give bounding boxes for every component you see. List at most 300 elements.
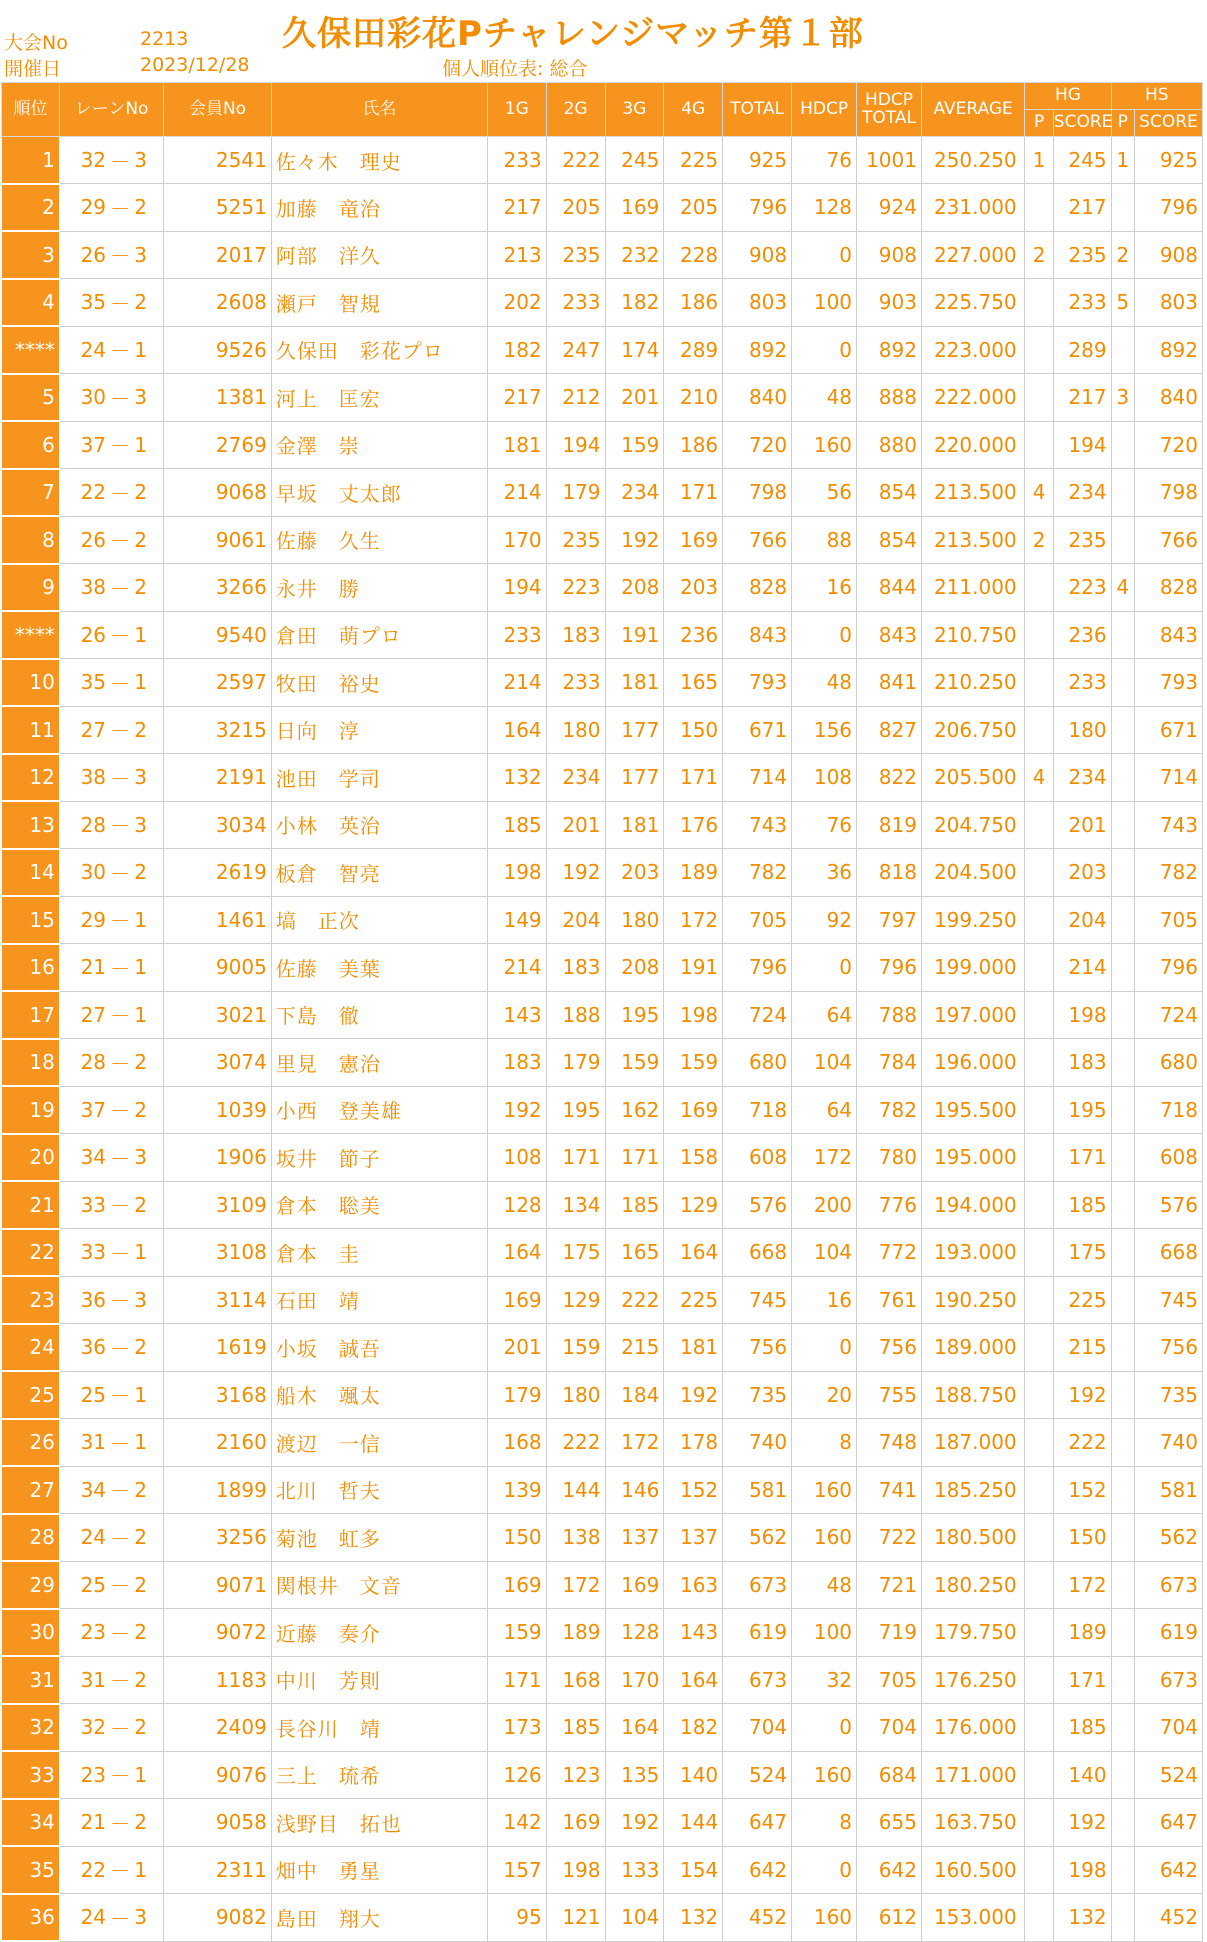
col-hg-score: SCORE [1053,110,1111,137]
lane-dash: － [110,1656,130,1704]
hg-p [1025,1276,1053,1324]
member-no: 1381 [164,374,272,422]
lane-number: 30 [59,849,110,897]
game-3: 169 [605,184,664,232]
total: 796 [723,944,792,992]
lane-sub: 3 [130,754,163,802]
rank: 13 [2,801,60,849]
player-name: 倉田 萌プロ [271,611,487,659]
hg-score: 150 [1053,1514,1111,1562]
member-no: 3256 [164,1514,272,1562]
game-2: 179 [546,1039,605,1087]
game-4: 172 [664,896,723,944]
hg-p [1025,1514,1053,1562]
member-no: 2619 [164,849,272,897]
hg-p [1025,1466,1053,1514]
table-row [2,611,1203,659]
game-4: 186 [664,421,723,469]
game-2: 247 [546,326,605,374]
hs-p: 1 [1111,137,1134,184]
lane-number: 23 [59,1609,110,1657]
table-row [2,231,1203,279]
game-3: 164 [605,1704,664,1752]
hdcp: 0 [792,326,857,374]
hg-score: 194 [1053,421,1111,469]
average: 227.000 [921,231,1024,279]
hdcp-total: 788 [857,991,922,1039]
lane-dash: － [110,184,130,232]
hdcp: 160 [792,421,857,469]
member-no: 9072 [164,1609,272,1657]
game-3: 232 [605,231,664,279]
lane-dash: － [110,944,130,992]
player-name: 三上 琉希 [271,1751,487,1799]
total: 668 [723,1229,792,1277]
game-4: 137 [664,1514,723,1562]
member-no: 2017 [164,231,272,279]
game-1: 169 [487,1561,546,1609]
hdcp: 88 [792,516,857,564]
hs-p [1111,1894,1134,1942]
hs-p [1111,1561,1134,1609]
member-no: 9071 [164,1561,272,1609]
player-name: 渡辺 一信 [271,1419,487,1467]
hs-score: 680 [1134,1039,1202,1087]
table-row [2,706,1203,754]
hg-score: 152 [1053,1466,1111,1514]
game-2: 183 [546,611,605,659]
hs-p [1111,516,1134,564]
rank: **** [2,326,60,374]
hdcp-total: 843 [857,611,922,659]
date-label: 開催日 [4,58,62,80]
hg-score: 132 [1053,1894,1111,1942]
game-1: 143 [487,991,546,1039]
average: 193.000 [921,1229,1024,1277]
game-4: 176 [664,801,723,849]
player-name: 佐藤 美葉 [271,944,487,992]
hg-score: 233 [1053,659,1111,707]
hg-score: 171 [1053,1656,1111,1704]
hs-score: 843 [1134,611,1202,659]
rank: 6 [2,421,60,469]
rank: 27 [2,1466,60,1514]
rank: 25 [2,1371,60,1419]
total: 671 [723,706,792,754]
lane-number: 35 [59,279,110,327]
game-4: 228 [664,231,723,279]
total: 743 [723,801,792,849]
table-row [2,896,1203,944]
total: 724 [723,991,792,1039]
game-2: 159 [546,1324,605,1372]
average: 197.000 [921,991,1024,1039]
table-row [2,326,1203,374]
col-3g: 3G [605,83,664,137]
lane-sub: 3 [130,231,163,279]
hg-p [1025,1704,1053,1752]
game-1: 142 [487,1799,546,1847]
hs-p [1111,326,1134,374]
hg-score: 236 [1053,611,1111,659]
lane-number: 31 [59,1656,110,1704]
lane-number: 34 [59,1466,110,1514]
hs-p [1111,706,1134,754]
rank: 18 [2,1039,60,1087]
hdcp-total: 782 [857,1086,922,1134]
game-4: 143 [664,1609,723,1657]
game-3: 191 [605,611,664,659]
lane-dash: － [110,469,130,517]
hs-score: 796 [1134,944,1202,992]
hg-score: 235 [1053,516,1111,564]
average: 195.000 [921,1134,1024,1182]
lane-sub: 3 [130,137,163,184]
hdcp-total: 796 [857,944,922,992]
player-name: 小西 登美雄 [271,1086,487,1134]
hg-p [1025,801,1053,849]
rank: 35 [2,1846,60,1894]
game-1: 179 [487,1371,546,1419]
lane-number: 22 [59,1846,110,1894]
lane-number: 25 [59,1561,110,1609]
hdcp-total: 924 [857,184,922,232]
hg-p [1025,1609,1053,1657]
game-2: 138 [546,1514,605,1562]
hs-score: 745 [1134,1276,1202,1324]
total: 925 [723,137,792,184]
member-no: 9058 [164,1799,272,1847]
table-row [2,1039,1203,1087]
hs-p [1111,1609,1134,1657]
game-3: 133 [605,1846,664,1894]
col-total: TOTAL [723,83,792,137]
hg-p [1025,1561,1053,1609]
game-2: 180 [546,1371,605,1419]
hs-p [1111,1656,1134,1704]
hs-score: 714 [1134,754,1202,802]
hg-score: 289 [1053,326,1111,374]
lane-sub: 1 [130,1419,163,1467]
hg-p [1025,944,1053,992]
lane-sub: 3 [130,1894,163,1942]
average: 189.000 [921,1324,1024,1372]
game-2: 129 [546,1276,605,1324]
total: 680 [723,1039,792,1087]
game-2: 189 [546,1609,605,1657]
hs-score: 576 [1134,1181,1202,1229]
average: 199.250 [921,896,1024,944]
hg-score: 192 [1053,1371,1111,1419]
game-1: 214 [487,944,546,992]
average: 176.000 [921,1704,1024,1752]
hdcp-total: 761 [857,1276,922,1324]
hdcp: 20 [792,1371,857,1419]
game-1: 182 [487,326,546,374]
member-no: 2769 [164,421,272,469]
hg-score: 223 [1053,564,1111,612]
lane-dash: － [110,1276,130,1324]
lane-dash: － [110,1799,130,1847]
hs-score: 673 [1134,1656,1202,1704]
hg-p: 1 [1025,137,1053,184]
game-2: 235 [546,516,605,564]
table-row [2,1751,1203,1799]
table-row [2,1846,1203,1894]
game-4: 164 [664,1229,723,1277]
game-3: 180 [605,896,664,944]
lane-number: 38 [59,564,110,612]
game-2: 205 [546,184,605,232]
lane-sub: 2 [130,849,163,897]
hs-p [1111,944,1134,992]
hg-score: 235 [1053,231,1111,279]
total: 796 [723,184,792,232]
game-3: 185 [605,1181,664,1229]
hg-score: 140 [1053,1751,1111,1799]
player-name: 船木 颯太 [271,1371,487,1419]
game-1: 150 [487,1514,546,1562]
col-1g: 1G [487,83,546,137]
hs-score: 782 [1134,849,1202,897]
table-row [2,1276,1203,1324]
lane-dash: － [110,659,130,707]
hg-p [1025,1846,1053,1894]
col-hg: HG [1025,83,1111,110]
average: 187.000 [921,1419,1024,1467]
lane-number: 26 [59,611,110,659]
game-4: 210 [664,374,723,422]
game-3: 172 [605,1419,664,1467]
hdcp: 128 [792,184,857,232]
hg-score: 171 [1053,1134,1111,1182]
total: 576 [723,1181,792,1229]
hdcp: 200 [792,1181,857,1229]
hg-score: 192 [1053,1799,1111,1847]
hg-p [1025,1799,1053,1847]
game-3: 165 [605,1229,664,1277]
total: 793 [723,659,792,707]
hs-score: 704 [1134,1704,1202,1752]
lane-sub: 2 [130,1466,163,1514]
lane-sub: 2 [130,1656,163,1704]
game-1: 214 [487,659,546,707]
game-1: 157 [487,1846,546,1894]
table-row [2,516,1203,564]
lane-number: 38 [59,754,110,802]
lane-sub: 1 [130,1229,163,1277]
lane-number: 21 [59,1799,110,1847]
hg-score: 172 [1053,1561,1111,1609]
member-no: 9061 [164,516,272,564]
player-name: 池田 学司 [271,754,487,802]
hs-p: 4 [1111,564,1134,612]
lane-dash: － [110,1324,130,1372]
game-2: 171 [546,1134,605,1182]
lane-dash: － [110,1704,130,1752]
table-row [2,1371,1203,1419]
table-row [2,1799,1203,1847]
col-name: 氏名 [271,83,487,137]
game-2: 222 [546,1419,605,1467]
lane-dash: － [110,754,130,802]
lane-sub: 1 [130,1751,163,1799]
game-4: 289 [664,326,723,374]
lane-number: 28 [59,801,110,849]
lane-dash: － [110,564,130,612]
hdcp: 76 [792,801,857,849]
rank: 23 [2,1276,60,1324]
col-2g: 2G [546,83,605,137]
rank: 3 [2,231,60,279]
hg-p [1025,1086,1053,1134]
member-no: 5251 [164,184,272,232]
game-4: 182 [664,1704,723,1752]
hg-score: 175 [1053,1229,1111,1277]
col-4g: 4G [664,83,723,137]
average: 210.750 [921,611,1024,659]
total: 828 [723,564,792,612]
col-rank: 順位 [2,83,60,137]
lane-number: 24 [59,1894,110,1942]
table-row [2,137,1203,184]
hs-p [1111,896,1134,944]
total: 562 [723,1514,792,1562]
game-4: 191 [664,944,723,992]
rank: 7 [2,469,60,517]
lane-number: 24 [59,1514,110,1562]
game-4: 140 [664,1751,723,1799]
hs-p: 3 [1111,374,1134,422]
game-1: 108 [487,1134,546,1182]
col-hg-p: P [1025,110,1053,137]
hs-score: 925 [1134,137,1202,184]
lane-number: 33 [59,1181,110,1229]
hs-p [1111,421,1134,469]
hdcp: 104 [792,1039,857,1087]
game-2: 198 [546,1846,605,1894]
rank: 30 [2,1609,60,1657]
hdcp-total: 903 [857,279,922,327]
table-row [2,1134,1203,1182]
hs-p [1111,1134,1134,1182]
total: 720 [723,421,792,469]
hg-p [1025,991,1053,1039]
hdcp: 8 [792,1419,857,1467]
average: 220.000 [921,421,1024,469]
hg-p [1025,1751,1053,1799]
total: 647 [723,1799,792,1847]
game-1: 233 [487,137,546,184]
col-hs-p: P [1111,110,1134,137]
hdcp: 48 [792,1561,857,1609]
hs-p [1111,1846,1134,1894]
game-4: 159 [664,1039,723,1087]
player-name: 畑中 勇星 [271,1846,487,1894]
lane-sub: 3 [130,1276,163,1324]
hg-p [1025,611,1053,659]
lane-sub: 1 [130,326,163,374]
average: 171.000 [921,1751,1024,1799]
game-3: 201 [605,374,664,422]
hdcp: 16 [792,1276,857,1324]
lane-number: 26 [59,516,110,564]
game-4: 150 [664,706,723,754]
hdcp: 100 [792,279,857,327]
hdcp-total: 748 [857,1419,922,1467]
game-4: 164 [664,1656,723,1704]
member-no: 2311 [164,1846,272,1894]
member-no: 9005 [164,944,272,992]
lane-sub: 1 [130,944,163,992]
average: 250.250 [921,137,1024,184]
game-3: 146 [605,1466,664,1514]
hdcp: 48 [792,659,857,707]
hs-p [1111,1751,1134,1799]
hg-score: 215 [1053,1324,1111,1372]
game-4: 158 [664,1134,723,1182]
game-4: 186 [664,279,723,327]
member-no: 2409 [164,1704,272,1752]
lane-sub: 2 [130,1039,163,1087]
game-3: 162 [605,1086,664,1134]
hdcp-total: 841 [857,659,922,707]
hs-score: 673 [1134,1561,1202,1609]
game-2: 201 [546,801,605,849]
game-1: 217 [487,374,546,422]
game-1: 170 [487,516,546,564]
lane-number: 25 [59,1371,110,1419]
rank: 28 [2,1514,60,1562]
player-name: 佐々木 理史 [271,137,487,184]
game-4: 169 [664,1086,723,1134]
hg-score: 201 [1053,801,1111,849]
player-name: 里見 憲治 [271,1039,487,1087]
hg-p [1025,849,1053,897]
table-row [2,421,1203,469]
player-name: 倉本 圭 [271,1229,487,1277]
hg-p [1025,421,1053,469]
game-1: 185 [487,801,546,849]
hdcp: 108 [792,754,857,802]
lane-sub: 2 [130,1561,163,1609]
hs-p [1111,1039,1134,1087]
hdcp: 0 [792,611,857,659]
hdcp-total: 780 [857,1134,922,1182]
game-2: 179 [546,469,605,517]
rank: **** [2,611,60,659]
table-row [2,1181,1203,1229]
hdcp: 160 [792,1466,857,1514]
member-no: 1183 [164,1656,272,1704]
hs-p [1111,659,1134,707]
player-name: 久保田 彩花プロ [271,326,487,374]
total: 843 [723,611,792,659]
lane-dash: － [110,1609,130,1657]
table-row [2,944,1203,992]
hdcp: 0 [792,1324,857,1372]
lane-dash: － [110,849,130,897]
game-2: 194 [546,421,605,469]
rank: 10 [2,659,60,707]
player-name: 金澤 崇 [271,421,487,469]
total: 673 [723,1656,792,1704]
hs-score: 619 [1134,1609,1202,1657]
game-1: 95 [487,1894,546,1942]
hdcp: 160 [792,1514,857,1562]
average: 213.500 [921,469,1024,517]
player-name: 早坂 丈太郎 [271,469,487,517]
